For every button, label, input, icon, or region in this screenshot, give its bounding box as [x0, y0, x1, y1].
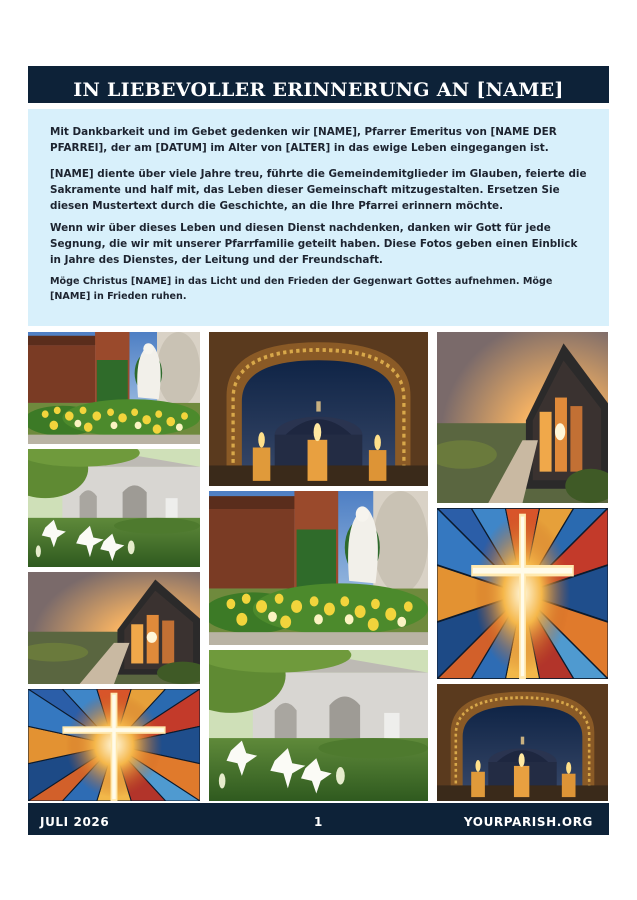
- statue-garden-photo: [209, 491, 428, 645]
- service-paragraph: [NAME] diente über viele Jahre treu, führte die Gemeindemitglieder im Glauben, feierte die Sakramente und half mit, das Leben dieser Gemeinschaft mitzugestalten. Ersetzen Sie diesen Mustertext durch die Geschichte, an die Ihre Pfarrei erinnern möchte.: [50, 168, 587, 212]
- intro-paragraph: Mit Dankbarkeit und im Gebet gedenken wir [NAME], Pfarrer Emeritus von [NAME DER PFARREI], der am [DATUM] im Alter von [ALTER] in das ewige Leben eingegangen ist.: [50, 126, 557, 154]
- memorial-title-banner: [28, 66, 609, 103]
- candles-arch-photo: [437, 684, 608, 801]
- page-number: 1: [314, 815, 323, 829]
- memorial-text-box: [28, 109, 609, 326]
- statue-garden-photo: [28, 332, 200, 444]
- candles-arch-photo: [209, 332, 428, 486]
- stained-glass-cross-photo: [28, 689, 200, 801]
- lily-garden-photo: [28, 449, 200, 567]
- memorial-title: IN LIEBEVOLLER ERINNERUNG AN [NAME]: [73, 79, 564, 101]
- modern-church-sunset-photo: [28, 572, 200, 684]
- reflection-paragraph: Wenn wir über dieses Leben und diesen Dienst nachdenken, danken wir Gott für jede Segnung, die wir mit unserer Pfarrfamilie geteilt haben. Diese Fotos geben einen Einblick in Jahre des Dienstes, der Leitung und der Freundschaft.: [50, 222, 578, 266]
- blessing-paragraph: Möge Christus [NAME] in das Licht und den Frieden der Gegenwart Gottes aufnehmen. Möge [NAME] in Frieden ruhen.: [50, 276, 553, 302]
- modern-church-sunset-photo: [437, 332, 608, 503]
- lily-garden-photo: [209, 650, 428, 801]
- footer-date: JULI 2026: [40, 815, 110, 829]
- stained-glass-cross-photo: [437, 508, 608, 679]
- page-footer: [28, 803, 609, 835]
- parish-website-link[interactable]: YOURPARISH.ORG: [463, 815, 593, 829]
